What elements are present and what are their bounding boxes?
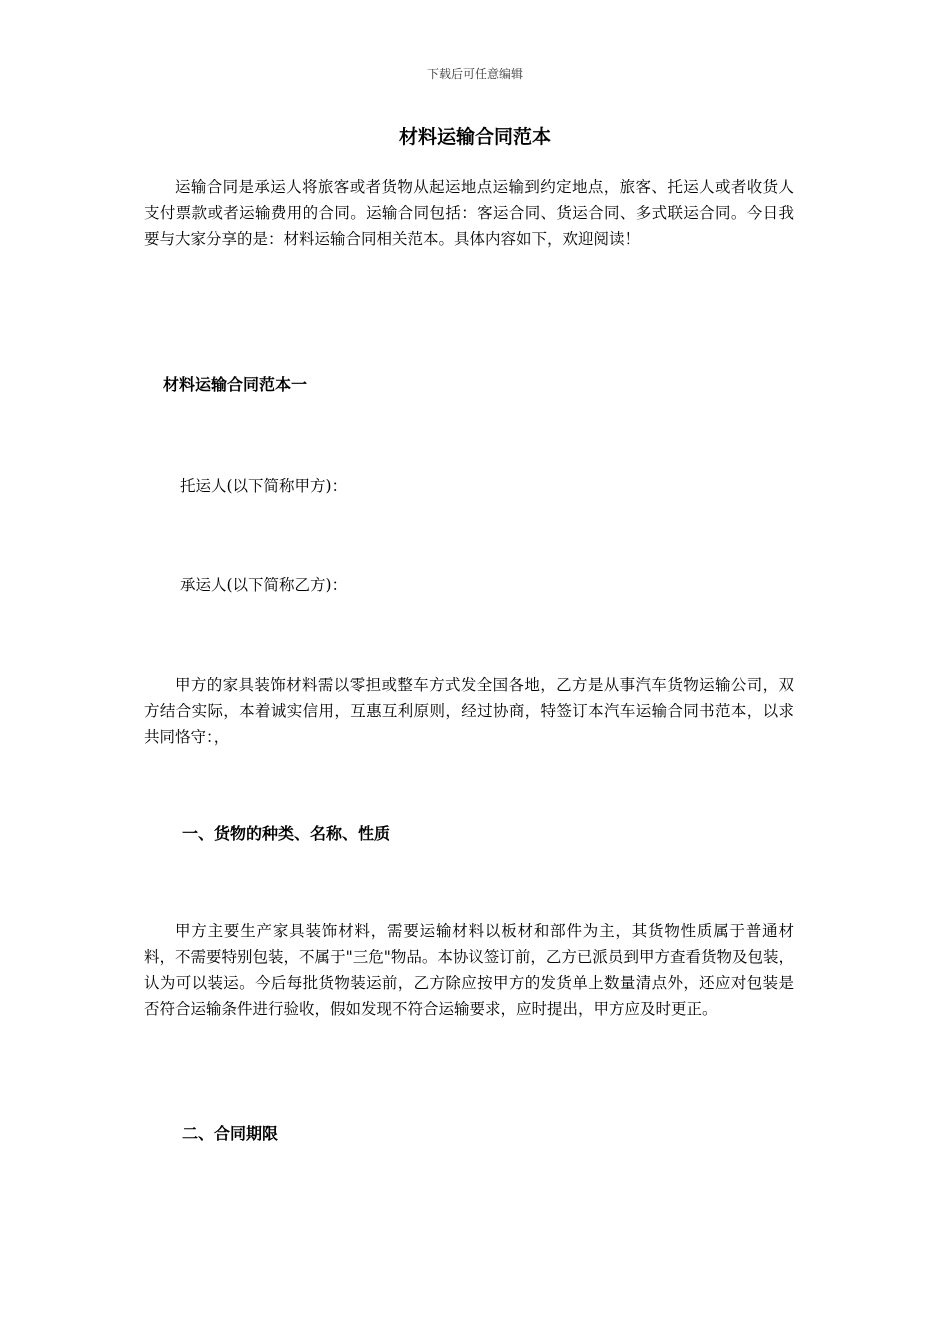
party-a-line: 托运人(以下简称甲方)：: [180, 477, 348, 495]
clause-2-heading: 二、合同期限: [182, 1124, 279, 1143]
header-note: 下载后可任意编辑: [426, 67, 523, 81]
section-title: 材料运输合同范本一: [163, 375, 308, 394]
party-b-line: 承运人(以下简称乙方)：: [180, 576, 348, 594]
clause-1-heading: 一、货物的种类、名称、性质: [182, 824, 391, 843]
intro-paragraph: 运输合同是承运人将旅客或者货物从起运地点运输到约定地点，旅客、托运人或者收货人支付票款或者运输费用的合同。运输合同包括：客运合同、货运合同、多式联运合同。今日我要与大家分享的是：材料运输合同相关范本。具体内容如下，欢迎阅读！: [144, 178, 794, 248]
document-title: 材料运输合同范本: [398, 126, 551, 148]
clause-1-paragraph: 甲方主要生产家具装饰材料，需要运输材料以板材和部件为主，其货物性质属于普通材料，不需要特别包装，不属于"三危"物品。本协议签订前，乙方已派员到甲方查看货物及包装，认为可以装运。今后每批货物装运前，乙方除应按甲方的发货单上数量清点外，还应对包装是否符合运输条件进行验收，假如发现不符合运输要求，应时提出，甲方应及时更正。: [144, 922, 794, 1018]
preamble-paragraph: 甲方的家具装饰材料需以零担或整车方式发全国各地，乙方是从事汽车货物运输公司，双方结合实际，本着诚实信用，互惠互利原则，经过协商，特签订本汽车运输合同书范本，以求共同恪守：，: [144, 676, 794, 746]
